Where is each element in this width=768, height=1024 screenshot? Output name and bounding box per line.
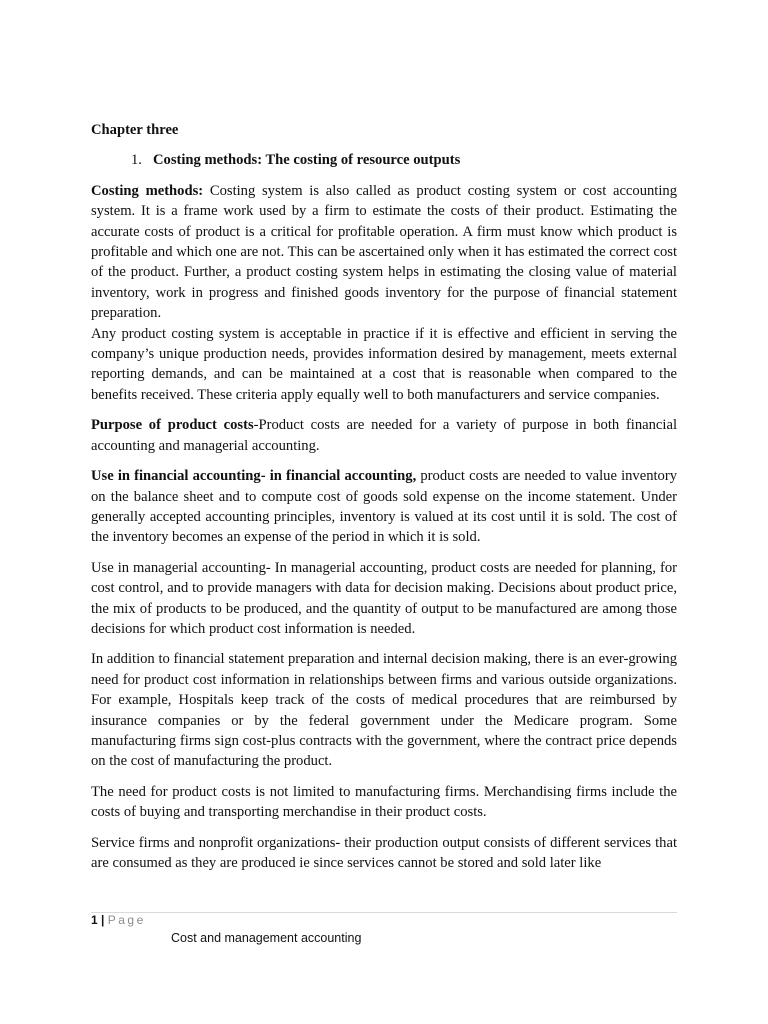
page-number: 1: [91, 913, 98, 927]
paragraph-text: Any product costing system is acceptable in practice if it is effective and efficient in serving the company’s unique production needs, provides information desired by management, meets external reporting demands, and can be maintained at a cost that is reasonable when compared to the benefits received. These criteria apply equally well to both manufacturers and service companies.: [91, 325, 677, 403]
paragraph-merchandising: [91, 782, 677, 823]
footer-separator: |: [101, 913, 105, 927]
paragraph-text: Costing system is also called as product costing system or cost accounting system. It is a frame work used by a firm to estimate the costs of their product. Estimating the accurate costs of product is a critical for profitable operation. A firm must know which product is profitable and which one are not. This can be ascertained only when it has estimated the correct cost of the product. Further, a product costing system helps in estimating the closing value of material inventory, work in progress and finished goods inventory for the purpose of financial statement preparation.: [91, 182, 677, 322]
paragraph-acceptability: [91, 324, 677, 406]
paragraph-lead: Purpose of product costs: [91, 417, 254, 434]
paragraph-text: Service firms and nonprofit organizations- their production output consists of different services that are consumed as they are produced ie since services cannot be stored and sold later like: [91, 834, 677, 871]
footer-document-title: Cost and management accounting: [171, 931, 362, 945]
paragraph-financial-accounting: [91, 466, 677, 548]
paragraph-text: product costs are needed to value inventory on the balance sheet and to compute cost of goods sold expense on the income statement. Under generally accepted accounting principles, inventory is valued at its cost until it is sold. The cost of the inventory becomes an expense of the period in which it is sold.: [91, 468, 677, 546]
paragraph-text: In addition to financial statement preparation and internal decision making, there is an ever-growing need for product cost information in relationships between firms and various outside organizations. For example, Hospitals keep track of the costs of medical procedures that are reimbursed by insurance companies or by the federal government under the Medicare program. Some manufacturing firms sign cost-plus contracts with the government, where the contract price depends on the cost of manufacturing the product.: [91, 651, 677, 770]
page-label: Page: [107, 913, 146, 927]
paragraph-text: -Product costs are needed for a variety of purpose in both financial accounting and managerial accounting.: [91, 417, 677, 454]
paragraph-service-firms: [91, 833, 677, 874]
paragraph-lead: Costing methods:: [91, 182, 204, 199]
paragraph-managerial-accounting: [91, 558, 677, 640]
section-number: 1.: [131, 152, 142, 169]
page-footer: [91, 913, 677, 927]
paragraph-text: Use in managerial accounting- In managerial accounting, product costs are needed for planning, for cost control, and to provide managers with data for decision making. Decisions about product price, the mix of products to be produced, and the quantity of output to be manufactured are among those decisions for which product cost information is needed.: [91, 559, 677, 637]
paragraph-text: The need for product costs is not limited to manufacturing firms. Merchandising firms include the costs of buying and transporting merchandise in their product costs.: [91, 783, 677, 821]
paragraph-lead: Use in financial accounting- in financial accounting,: [91, 468, 417, 485]
chapter-title: Chapter three: [91, 122, 179, 138]
section-heading: [91, 150, 677, 170]
paragraph-costing-methods: [91, 181, 677, 324]
document-body: [91, 120, 677, 883]
section-title: Costing methods: The costing of resource outputs: [153, 152, 461, 169]
paragraph-purpose: [91, 415, 677, 456]
paragraph-outside-organizations: [91, 649, 677, 771]
